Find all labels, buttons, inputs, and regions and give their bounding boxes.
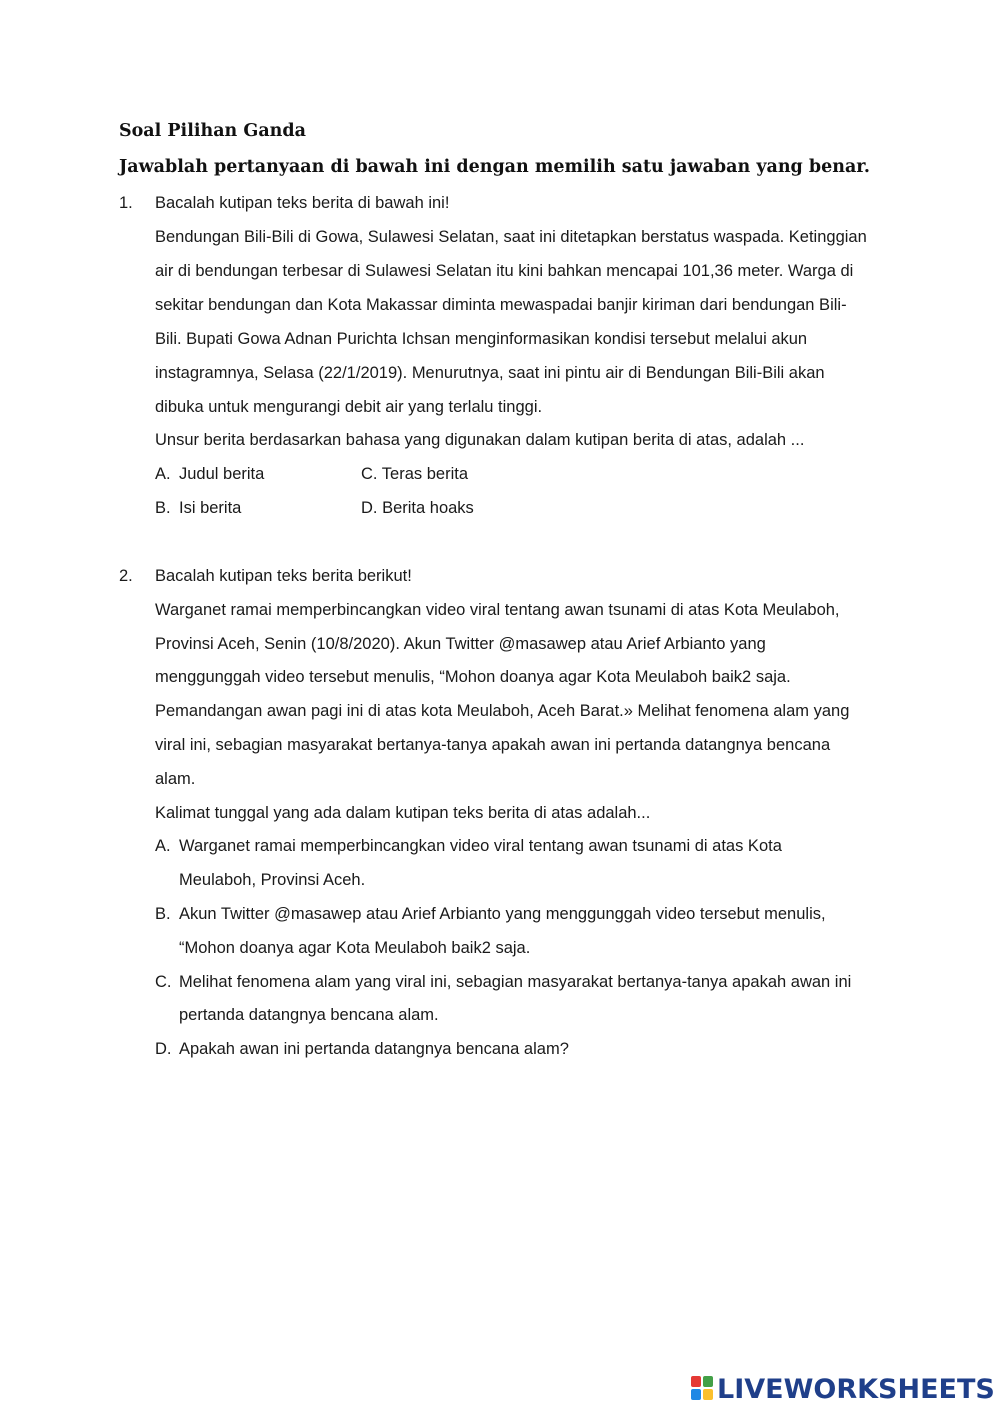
option-text: Meulaboh, Provinsi Aceh.: [179, 871, 366, 889]
passage-line: dibuka untuk mengurangi debit air yang terlalu tinggi.: [155, 398, 543, 416]
option-letter: A.: [155, 465, 171, 483]
option-text: Teras berita: [381, 465, 469, 483]
option-letter: B.: [155, 905, 171, 923]
option-text: Warganet ramai memperbincangkan video viral tentang awan tsunami di atas Kota: [179, 837, 782, 855]
passage-line: Warganet ramai memperbincangkan video viral tentang awan tsunami di atas Kota Meulaboh,: [155, 601, 840, 619]
option-letter: C.: [361, 465, 378, 483]
passage-line: Provinsi Aceh, Senin (10/8/2020). Akun Twitter @masawep atau Arief Arbianto yang: [155, 635, 766, 653]
question-number: 2.: [119, 567, 133, 585]
option-text: Judul berita: [179, 465, 265, 483]
instruction-text: Jawablah pertanyaan di bawah ini dengan memilih satu jawaban yang benar.: [119, 157, 871, 177]
passage-line: instagramnya, Selasa (22/1/2019). Menurutnya, saat ini pintu air di Bendungan Bili-Bili akan: [155, 364, 825, 382]
question-prompt: Bacalah kutipan teks berita berikut!: [155, 567, 412, 585]
page-title: Soal Pilihan Ganda: [119, 121, 306, 141]
option-letter: D.: [361, 499, 378, 517]
question-text: Unsur berita berdasarkan bahasa yang digunakan dalam kutipan berita di atas, adalah ...: [155, 431, 805, 449]
option-text: Melihat fenomena alam yang viral ini, sebagian masyarakat bertanya-tanya apakah awan ini: [179, 973, 852, 991]
option-text: pertanda datangnya bencana alam.: [179, 1006, 439, 1024]
passage-line: viral ini, sebagian masyarakat bertanya-tanya apakah awan ini pertanda datangnya bencana: [155, 736, 831, 754]
option-letter: A.: [155, 837, 171, 855]
passage-line: alam.: [155, 770, 196, 788]
question-number: 1.: [119, 194, 133, 212]
passage-line: Pemandangan awan pagi ini di atas kota Meulaboh, Aceh Barat.» Melihat fenomena alam yang: [155, 702, 850, 720]
passage-line: menggunggah video tersebut menulis, “Mohon doanya agar Kota Meulaboh baik2 saja.: [155, 668, 791, 686]
question-prompt: Bacalah kutipan teks berita di bawah ini!: [155, 194, 450, 212]
passage-line: Bili. Bupati Gowa Adnan Purichta Ichsan menginformasikan kondisi tersebut melalui akun: [155, 330, 808, 348]
option-letter: B.: [155, 499, 171, 517]
option-letter: C.: [155, 973, 172, 991]
option-text: Berita hoaks: [382, 499, 474, 517]
option-text: “Mohon doanya agar Kota Meulaboh baik2 saja.: [179, 939, 531, 957]
passage-line: Bendungan Bili-Bili di Gowa, Sulawesi Selatan, saat ini ditetapkan berstatus waspada. Ketinggian: [155, 228, 867, 246]
logo-tiles-icon: [691, 1376, 715, 1402]
passage-line: air di bendungan terbesar di Sulawesi Selatan itu kini bahkan mencapai 101,36 meter. Warga di: [155, 262, 854, 280]
option-letter: D.: [155, 1040, 172, 1058]
passage-line: sekitar bendungan dan Kota Makassar diminta mewaspadai banjir kiriman dari bendungan Bili-: [155, 296, 847, 314]
option-text: Isi berita: [179, 499, 242, 517]
option-text: Apakah awan ini pertanda datangnya bencana alam?: [179, 1040, 569, 1058]
question-text: Kalimat tunggal yang ada dalam kutipan teks berita di atas adalah...: [155, 804, 651, 822]
option-text: Akun Twitter @masawep atau Arief Arbianto yang menggunggah video tersebut menulis,: [179, 905, 826, 923]
liveworksheets-logo: [691, 1374, 995, 1404]
logo-text: LIVEWORKSHEETS: [717, 1373, 995, 1405]
